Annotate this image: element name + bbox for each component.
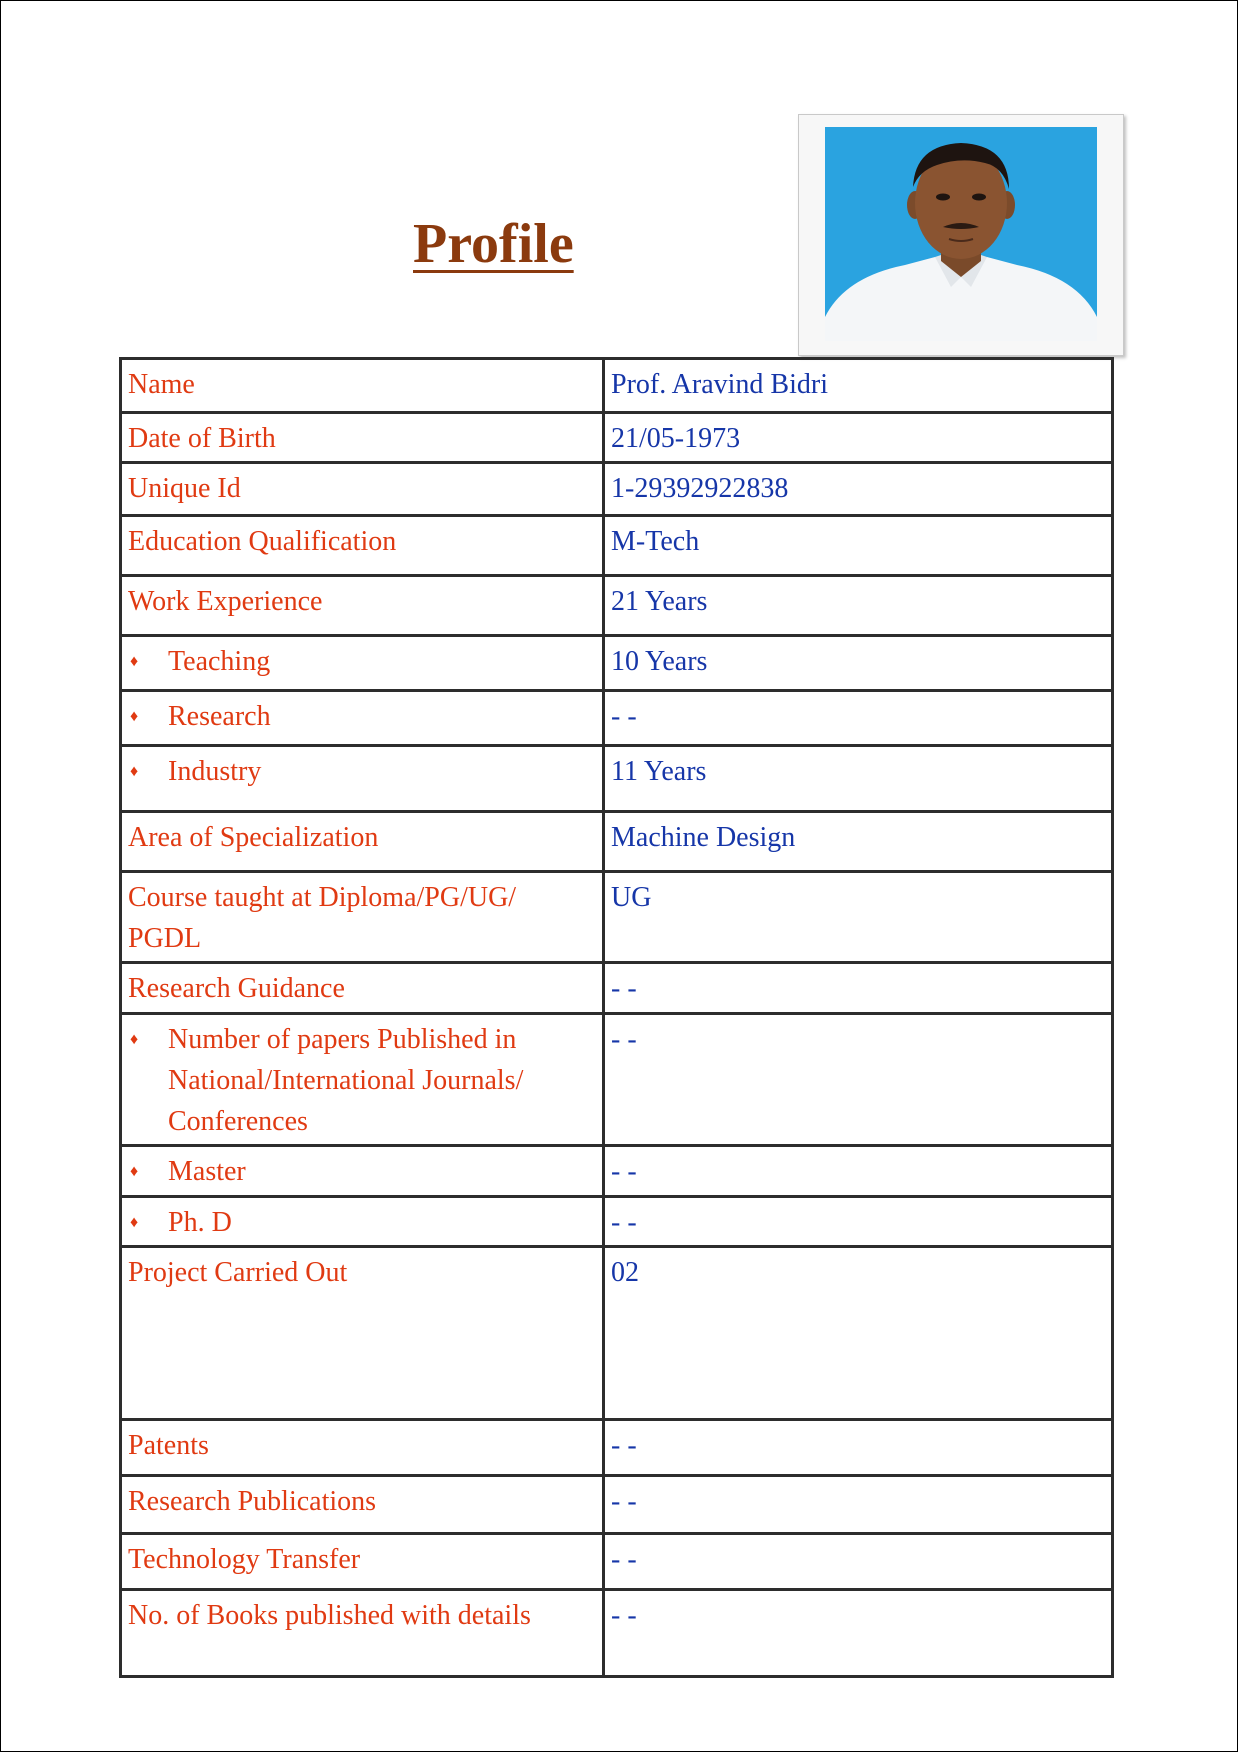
row-value-research xyxy=(604,691,1113,746)
diamond-icon: ♦ xyxy=(130,708,139,725)
row-value-phd xyxy=(604,1197,1113,1247)
row-value-text: Machine Design xyxy=(611,822,796,853)
table-row xyxy=(121,576,1113,636)
table-row xyxy=(121,872,1113,963)
row-label-specialization xyxy=(121,812,604,872)
profile-table xyxy=(119,357,1114,1678)
table-row xyxy=(121,1197,1113,1247)
table-row xyxy=(121,636,1113,691)
row-value-text: - - xyxy=(611,1544,637,1575)
diamond-icon: ♦ xyxy=(130,1214,139,1231)
row-label-phd xyxy=(121,1197,604,1247)
row-value-education xyxy=(604,516,1113,576)
row-value-text: - - xyxy=(611,701,637,732)
table-row xyxy=(121,1146,1113,1197)
table-row xyxy=(121,413,1113,463)
row-label-text: Area of Specialization xyxy=(128,822,379,853)
row-label-research xyxy=(121,691,604,746)
row-value-text: 02 xyxy=(611,1257,639,1288)
row-label-name xyxy=(121,359,604,413)
row-label-text: No. of Books published with details xyxy=(128,1600,531,1631)
page-title: Profile xyxy=(413,213,574,275)
row-value-text: - - xyxy=(611,1207,637,1238)
row-value-text: - - xyxy=(611,1430,637,1461)
row-label-text: Name xyxy=(128,369,195,400)
row-label-master xyxy=(121,1146,604,1197)
row-label-industry xyxy=(121,746,604,812)
row-label-text: Unique Id xyxy=(128,473,241,504)
row-label-text: Work Experience xyxy=(128,586,323,617)
row-value-books-published xyxy=(604,1590,1113,1677)
row-label-date-of-birth xyxy=(121,413,604,463)
row-label-text: Industry xyxy=(168,756,262,787)
row-label-text: Patents xyxy=(128,1430,209,1461)
row-label-technology-transfer xyxy=(121,1534,604,1590)
row-label-text: Ph. D xyxy=(168,1207,232,1238)
row-value-text: 11 Years xyxy=(611,756,707,787)
table-row xyxy=(121,463,1113,516)
row-label-text: Date of Birth xyxy=(128,423,276,454)
table-row xyxy=(121,746,1113,812)
row-value-text: Prof. Aravind Bidri xyxy=(611,369,828,400)
row-value-text: - - xyxy=(611,1600,637,1631)
row-value-text: 10 Years xyxy=(611,646,708,677)
diamond-icon: ♦ xyxy=(130,1031,139,1048)
row-value-technology-transfer xyxy=(604,1534,1113,1590)
row-value-unique-id xyxy=(604,463,1113,516)
row-label-text: Education Qualification xyxy=(128,526,397,557)
row-label-text: Teaching xyxy=(168,646,271,677)
table-row xyxy=(121,1420,1113,1476)
row-value-text: - - xyxy=(611,1024,637,1055)
row-label-books-published xyxy=(121,1590,604,1677)
row-label-papers-published xyxy=(121,1014,604,1146)
row-value-specialization xyxy=(604,812,1113,872)
row-value-teaching xyxy=(604,636,1113,691)
row-value-projects xyxy=(604,1247,1113,1420)
row-value-papers-published xyxy=(604,1014,1113,1146)
table-row xyxy=(121,1590,1113,1677)
diamond-icon: ♦ xyxy=(130,763,139,780)
table-row xyxy=(121,1247,1113,1420)
row-label-research-publications xyxy=(121,1476,604,1534)
table-row xyxy=(121,1476,1113,1534)
row-label-teaching xyxy=(121,636,604,691)
row-label-text: Master xyxy=(168,1156,246,1187)
row-value-text: 21 Years xyxy=(611,586,708,617)
row-label-text: Project Carried Out xyxy=(128,1257,348,1288)
row-value-text: M-Tech xyxy=(611,526,700,557)
row-label-research-guidance xyxy=(121,963,604,1014)
table-row xyxy=(121,691,1113,746)
row-value-text: - - xyxy=(611,1156,637,1187)
row-value-text: - - xyxy=(611,973,637,1004)
row-value-text: 1-29392922838 xyxy=(611,473,789,504)
table-row xyxy=(121,812,1113,872)
table-row xyxy=(121,1534,1113,1590)
row-label-text: Number of papers Published in National/International Journals/ Conferences xyxy=(168,1024,524,1137)
row-label-text: Course taught at Diploma/PG/UG/ PGDL xyxy=(128,882,517,954)
table-row xyxy=(121,963,1113,1014)
row-value-research-guidance xyxy=(604,963,1113,1014)
table-row xyxy=(121,516,1113,576)
row-value-text: UG xyxy=(611,882,652,913)
profile-photo-frame xyxy=(798,114,1124,356)
row-value-industry xyxy=(604,746,1113,812)
row-label-text: Technology Transfer xyxy=(128,1544,361,1575)
table-row xyxy=(121,359,1113,413)
row-value-work-experience xyxy=(604,576,1113,636)
row-value-research-publications xyxy=(604,1476,1113,1534)
diamond-icon: ♦ xyxy=(130,1163,139,1180)
row-label-text: Research xyxy=(168,701,271,732)
diamond-icon: ♦ xyxy=(130,653,139,670)
row-value-date-of-birth xyxy=(604,413,1113,463)
row-label-work-experience xyxy=(121,576,604,636)
row-label-education xyxy=(121,516,604,576)
row-value-text: - - xyxy=(611,1486,637,1517)
row-value-patents xyxy=(604,1420,1113,1476)
row-label-patents xyxy=(121,1420,604,1476)
row-label-text: Research Guidance xyxy=(128,973,345,1004)
profile-photo xyxy=(825,127,1097,341)
row-value-master xyxy=(604,1146,1113,1197)
row-value-name xyxy=(604,359,1113,413)
row-label-course-taught xyxy=(121,872,604,963)
row-value-course-taught xyxy=(604,872,1113,963)
row-label-unique-id xyxy=(121,463,604,516)
table-row xyxy=(121,1014,1113,1146)
row-label-text: Research Publications xyxy=(128,1486,377,1517)
row-label-projects xyxy=(121,1247,604,1420)
row-value-text: 21/05-1973 xyxy=(611,423,741,454)
